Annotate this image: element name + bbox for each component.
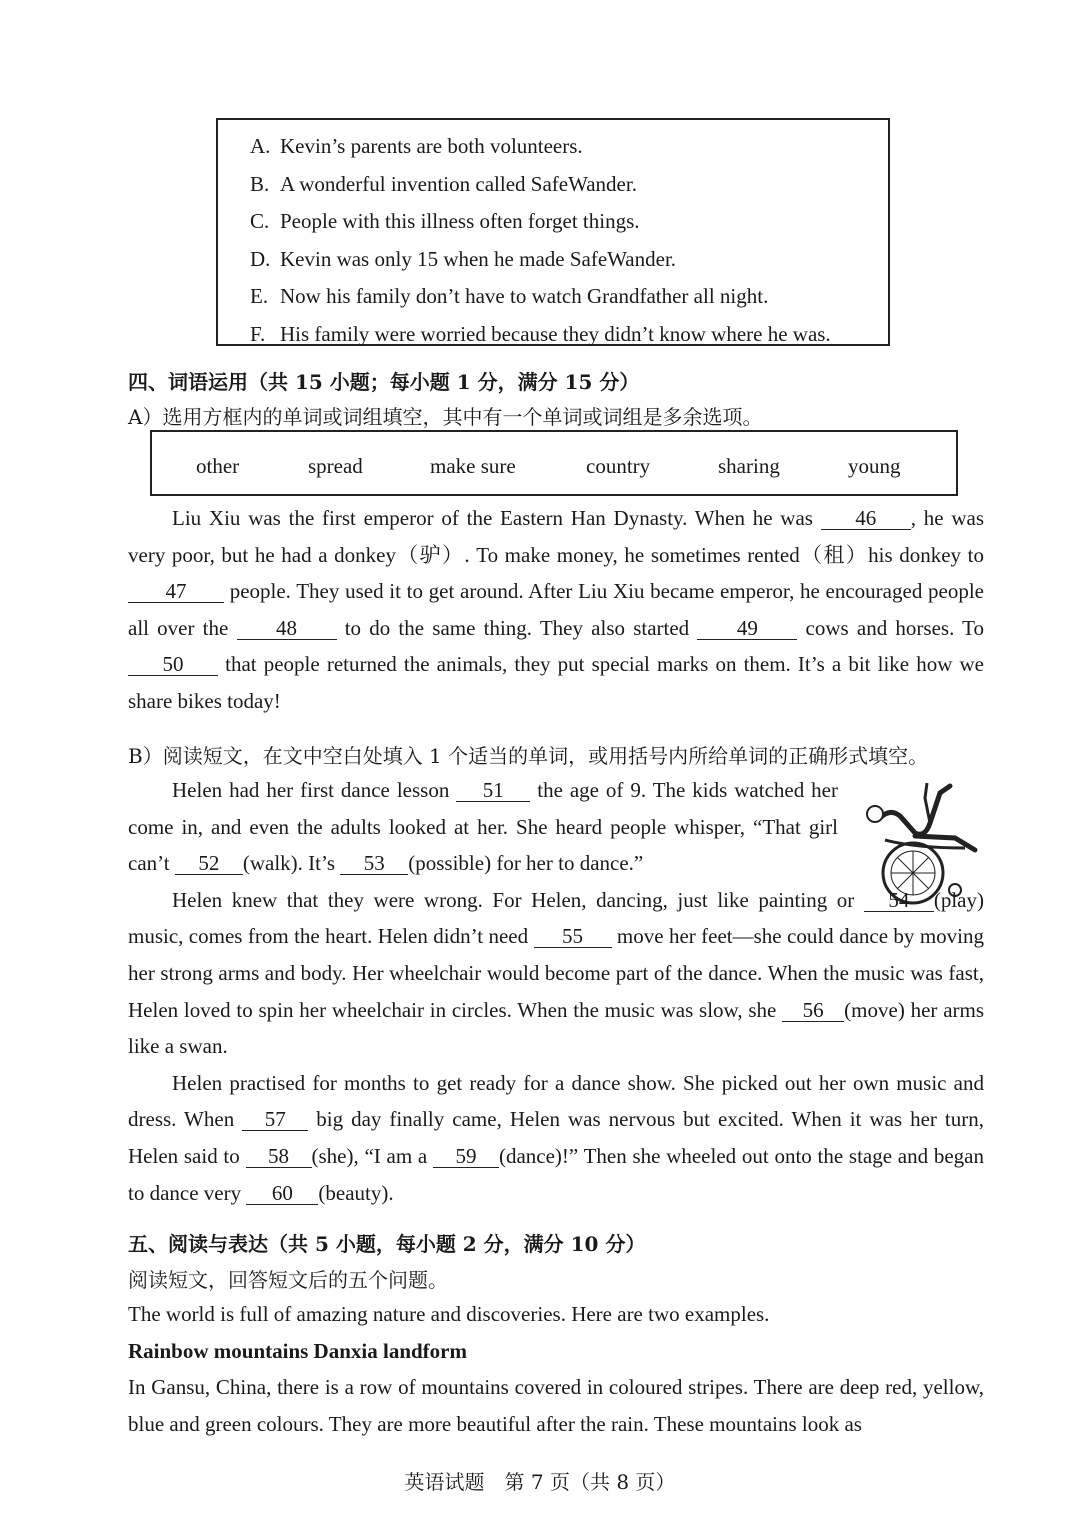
option-b: B. A wonderful invention called SafeWander. (250, 171, 637, 196)
blank-58[interactable]: 58 (246, 1145, 312, 1168)
blank-50[interactable]: 50 (128, 653, 218, 676)
option-c: C. People with this illness often forget things. (250, 209, 640, 233)
section4-parta-instruction: A）选用方框内的单词或词组填空，其中有一个单词或词组是多余选项。 (128, 405, 763, 429)
blank-56[interactable]: 56 (782, 999, 844, 1022)
blank-46[interactable]: 46 (821, 507, 911, 530)
blank-49[interactable]: 49 (697, 617, 797, 640)
blank-59[interactable]: 59 (433, 1145, 499, 1168)
blank-53[interactable]: 53 (340, 852, 408, 875)
blank-51[interactable]: 51 (456, 779, 530, 802)
option-f: F. His family were worried because they didn’t know where he was. (250, 321, 831, 346)
passage-c (128, 1296, 984, 1442)
blank-48[interactable]: 48 (237, 617, 337, 640)
passage-c-heading: Rainbow mountains Danxia landform (128, 1338, 467, 1363)
section4-partb-instruction: B）阅读短文，在文中空白处填入 1 个适当的单词，或用括号内所给单词的正确形式填空。 (128, 744, 929, 768)
word-option: country (586, 454, 651, 478)
word-option: make sure (430, 454, 516, 478)
passage-c-text: In Gansu, China, there is a row of mountains covered in coloured stripes. There are deep red, yellow, blue and green colours. They are more beautiful after the rain. These mountains look as (128, 1375, 984, 1436)
passage-a: Liu Xiu was the first emperor of the Eastern Han Dynasty. When he was 46 , he was very poor, but he had a donkey（驴）. To make money, he sometimes rented（租）his donkey to 47 people. They used it to get around. After Liu Xiu became emperor, he encouraged people all over the 48 to do the same thing. They also started 49 cows and horses. To 50 that people returned the animals, they put special marks on them. It’s a bit like how we share bikes today! (128, 506, 984, 713)
word-box (150, 430, 958, 496)
section5-instruction: 阅读短文，回答短文后的五个问题。 (128, 1268, 448, 1292)
word-option: sharing (718, 454, 780, 478)
blank-55[interactable]: 55 (534, 925, 612, 948)
blank-57[interactable]: 57 (242, 1108, 308, 1131)
word-option: young (848, 454, 901, 478)
passage-c-intro: The world is full of amazing nature and discoveries. Here are two examples. (128, 1302, 770, 1326)
page-footer: 英语试题 第 7 页（共 8 页） (404, 1470, 676, 1494)
blank-54[interactable]: 54 (864, 889, 934, 912)
blank-60[interactable]: 60 (246, 1182, 318, 1205)
option-e: E. Now his family don’t have to watch Grandfather all night. (250, 284, 769, 308)
option-a: A. Kevin’s parents are both volunteers. (250, 134, 583, 158)
section4-title: 四、词语运用（共 15 小题；每小题 1 分，满分 15 分） (128, 370, 640, 394)
passage-b: Helen had her first dance lesson 51 the age of 9. The kids watched her come in, and even the adults looked at her. She heard people whisper, “That girl can’t 52 (walk). It’s 53 (possible) for her to dance.” Helen knew that they were wrong. For Helen, dancing, just like painting or 54 (play) music, comes from the heart. Helen didn’t need 55 move her feet—she could dance by moving her strong arms and body. Her wheelchair would become part of the dance. When the music was fast, Helen loved to spin her wheelchair in circles. When the music was slow, she 56 (move) her arms like a swan. Helen practised for months to get ready for a dance show. She picked out her own music and dress. When 57 big day finally came, Helen was nervous but excited. When it was her turn, Helen said to 58 (she), “I am a 59 (dance)!” Then she wheeled out onto the stage and began to dance very 60 (beauty). (128, 778, 985, 1205)
option-d: D. Kevin was only 15 when he made SafeWander. (250, 246, 677, 271)
section5-title: 五、阅读与表达（共 5 小题，每小题 2 分，满分 10 分） (128, 1232, 646, 1256)
word-option: other (196, 454, 240, 478)
blank-47[interactable]: 47 (128, 580, 224, 603)
word-option: spread (308, 454, 363, 478)
options-box (216, 118, 890, 346)
blank-52[interactable]: 52 (175, 852, 243, 875)
